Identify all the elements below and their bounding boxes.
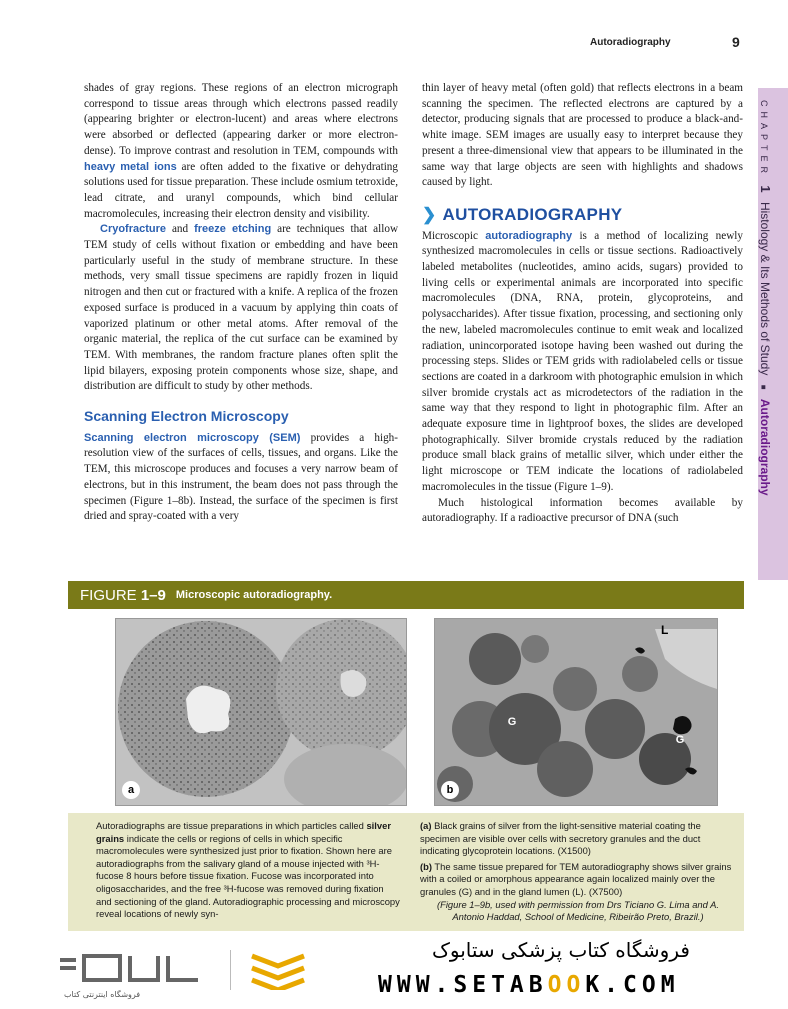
right-column <box>422 81 743 527</box>
separator-icon: ■ <box>759 384 768 390</box>
marker-granule: G <box>507 716 517 728</box>
keyword-sem: Scanning electron microscopy (SEM) <box>84 431 301 444</box>
keyword-cryofracture: Cryofracture <box>100 223 167 236</box>
caption-right <box>420 820 736 924</box>
setabook-logo <box>60 948 210 996</box>
chapter-title: Histology & Its Methods of Study <box>758 201 772 376</box>
paragraph: thin layer of heavy metal (often gold) that reflects electrons in a beam scanning the specimen. The reflected electrons are captured by a detector, producing signals that are processed to produce a black-and-white image. SEM images are usually easy to interpret because they present a three-dimensional view that appears to be illuminated in the same way that large objects are seen with highlights and shadows caused by light. <box>422 82 743 189</box>
paragraph <box>84 222 398 395</box>
figure-label: FIGURE 1–9 <box>80 586 166 604</box>
chapter-side-tab-text <box>758 100 773 540</box>
subheading-sem: Scanning Electron Microscopy <box>84 408 289 425</box>
marker-granule: G <box>675 734 685 746</box>
paragraph <box>84 81 398 222</box>
book-stack-icon <box>248 946 308 990</box>
text: Microscopic <box>422 229 478 242</box>
micrograph-b-image <box>435 619 717 805</box>
store-name: فروشگاه کتاب پزشکی ستابوک <box>432 938 690 962</box>
marker-lumen: L <box>661 623 669 637</box>
keyword-freeze-etching: freeze etching <box>194 223 272 236</box>
figure-title: Microscopic autoradiography. <box>175 589 333 601</box>
section-heading <box>422 204 743 224</box>
micrograph-b <box>434 618 718 806</box>
section-heading-text: AUTORADIOGRAPHY <box>442 204 623 224</box>
caption-a: (a) Black grains of silver from the light-sensitive material coating the specimen are visible over cells with secretory granules and the duct indicating glycoprotein locations. (X1500) <box>420 820 701 857</box>
footer-divider <box>230 950 231 990</box>
store-url[interactable]: WWW.SETABOOK.COM <box>378 972 680 998</box>
keyword-silver-grains: silver grains <box>96 820 391 844</box>
caption-left <box>96 820 400 921</box>
running-head: Autoradiography <box>590 37 671 48</box>
logo-subtitle: فروشگاه اینترنتی کتاب <box>64 990 141 999</box>
micrograph-a-image <box>116 619 406 805</box>
caption-b: (b) The same tissue prepared for TEM autoradiography shows silver grains with a coiled or amorphous appearance again localized mainly over the granules (G) and in the gland lumen (L). (X7500) <box>420 860 732 897</box>
text: shades of gray regions. These regions of an electron micrograph correspond to tissue areas through which electrons passed readily (appearing brighter or electron-lucent) and areas where electrons were absorbed or deflected (appearing darker or more electron-dense). To improve contrast and resolution in TEM, compounds with <box>84 82 398 157</box>
caption-text: Autoradiographs are tissue preparations in which particles called silver grains indicate the cells or regions of cells in which specific macromolecules were synthesized just prior to fixation. Shown here are autoradiographs from the salivary gland of a mouse injected with ³H-fucose 8 hours before tissue fixation. Fucose was incorporated into oligosaccharides, and the free ³H-fucose was removed during fixation and sectioning of the gland. Autoradiographic processing and microscopy reveal locations of newly syn- <box>96 820 400 920</box>
text: are often added to the fixative or dehydrating solutions used for tissue preparation. These include osmium tetroxide, lead citrate, and uranyl compounds, which bind cellular macromolecules, increasing their electron density and visibility. <box>84 160 398 220</box>
panel-label-b: b <box>441 781 459 799</box>
text: are techniques that allow TEM study of cells without fixation or embedding and have been particularly useful in the study of membrane structure. In these methods, very small tissue specimens are rapidly frozen in liquid nitrogen and then cut or fractured with a knife. A replica of the frozen exposed surface is produced in a vacuum by applying thin coats of vaporized platinum or other metal atoms. After removal of the organic material, the replica of the cut surface can be examined by TEM. With membranes, the random fracture planes often split the lipid bilayers, exposing protein components whose size, shape, and distribution are difficult to study by other methods. <box>84 223 399 393</box>
caption-credit: (Figure 1–9b, used with permission from Drs Ticiano G. Lima and A. Antonio Haddad, School of Medicine, Ribeirão Preto, Brazil.) <box>437 898 719 923</box>
paragraph: Much histological information becomes available by autoradiography. If a radioactive precursor of DNA (such <box>422 496 743 525</box>
paragraph <box>422 229 743 496</box>
setabook-logo-mark <box>60 948 210 988</box>
chapter-word: CHAPTER <box>759 100 769 179</box>
text: is a method of localizing newly synthesized macromolecules in cells or tissue sections. Radioactively labeled metabolites (nucleotides, amino acids, sugars) provided to living cells or experimental animals are incorporated into specific macromolecules (DNA, RNA, protein, glycoproteins, and polysaccharides). After tissue fixation, processing, and sectioning only the new, labeled macromolecules continue to emit weak and localized radiation, unincorporated isotope having been washed out during the processing steps. Slides or TEM grids with radiolabeled cells or tissue sections are coated in a darkroom with photographic emulsion in which silver bromide crystals act as microdetectors of the radiation in the same way that they respond to light in photographic film. After an adequate exposure time in lightproof boxes, the slides are developed photographically. Silver bromide crystals reduced by the radiation produce small black grains of metallic silver, which under either the light microscope or TEM indicate the locations of radiolabeled macromolecules in the tissue (Figure 1–9). <box>422 229 743 493</box>
paragraph <box>84 431 398 525</box>
chapter-section: Autoradiography <box>758 398 772 496</box>
panel-label-a: a <box>122 781 140 799</box>
text: and <box>171 223 189 236</box>
keyword-heavy-metal-ions: heavy metal ions <box>84 160 177 173</box>
figure-title-bar <box>68 581 744 609</box>
chapter-number: 1 <box>758 185 773 193</box>
micrograph-a <box>115 618 407 806</box>
page-number: 9 <box>732 34 740 50</box>
left-column <box>84 81 398 525</box>
text: provides a high-resolution view of the surfaces of cells, tissues, and organs. Like the TEM, this microscope produces and focuses a very narrow beam of electrons, but in this instrument, the beam does not pass through the specimen (Figure 1–8b). Instead, the surface of the specimen is first dried and spray-coated with a very <box>84 431 399 523</box>
chevron-right-icon: ❯ <box>422 204 437 224</box>
keyword-autoradiography: autoradiography <box>485 229 573 242</box>
